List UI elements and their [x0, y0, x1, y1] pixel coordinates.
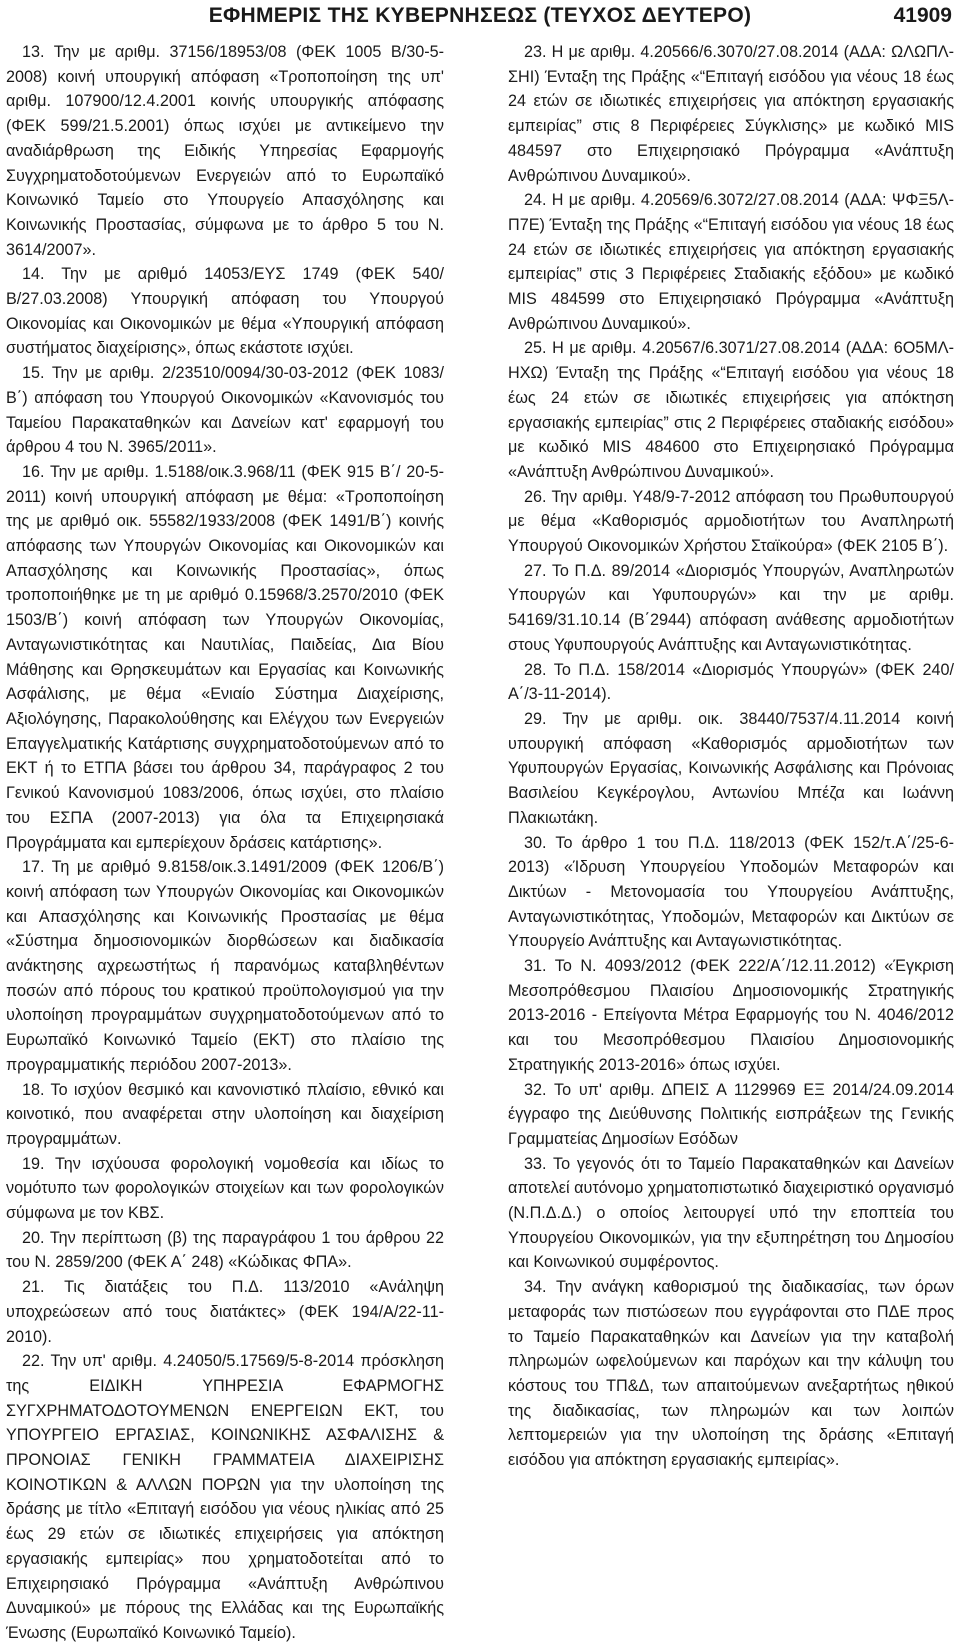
paragraph-21: 21. Τις διατάξεις του Π.Δ. 113/2010 «Ανάληψη υποχρεώσεων από τους διατάκτες» (ΦΕΚ 194/Α/22-11-2010). [6, 1278, 444, 1346]
paragraph-32: 32. Το υπ' αριθμ. ΔΠΕΙΣ Α 1129969 ΕΞ 2014/24.09.2014 έγγραφο της Διεύθυνσης Πολιτικής εισπράξεων της Γενικής Γραμματείας Δημοσίων Εσόδων [508, 1080, 954, 1148]
paragraph-14: 14. Την με αριθμό 14053/ΕΥΣ 1749 (ΦΕΚ 540/Β/27.03.2008) Υπουργική απόφαση του Υπουργού Οικονομίας και Οικονομικών με θέμα «Υπουργική απόφαση συστήματος διαχείρισης», όπως εκάστοτε ισχύει. [6, 265, 444, 358]
right-column [508, 40, 954, 1473]
paragraph-28: 28. Το Π.Δ. 158/2014 «Διορισμός Υπουργών» (ΦΕΚ 240/ Α΄/3-11-2014). [508, 660, 954, 704]
paragraph-19: 19. Την ισχύουσα φορολογική νομοθεσία και ιδίως το νομότυπο των φορολογικών στοιχείων και των φορολογικών σύμφωνα με τον ΚΒΣ. [6, 1154, 444, 1223]
paragraph-24: 24. Η με αριθμ. 4.20569/6.3072/27.08.2014 (ΑΔΑ: ΨΦΞ5Λ-Π7Ε) Ένταξη της Πράξης «“Επιταγή εισόδου για νέους 18 έως 24 ετών σε ιδιωτικές επιχειρήσεις για απόκτηση εργασιακής εμπειρίας” στις 3 Περιφέρειες Σταδιακής εξόδου» με κωδικό MIS 484599 στο Επιχειρησιακό Πρόγραμμα «Ανάπτυξη Ανθρώπινου Δυναμικού». [508, 191, 954, 333]
paragraph-13: 13. Την με αριθμ. 37156/18953/08 (ΦΕΚ 1005 Β/30-5-2008) κοινή υπουργική απόφαση «Τροποποίηση της υπ' αριθμ. 107900/12.4.2001 κοινής υπουργικής απόφασης (ΦΕΚ 599/21.5.2001) όπως ισχύει με αντικείμενο την αναδιάρθρωση της Ειδικής Υπηρεσίας Εφαρμογής Συγχρηματοδοτούμενων Ενεργειών από το Ευρωπαϊκό Κοινωνικό Ταμείο στο Υπουργείο Απασχόλησης και Κοινωνικής Προστασίας, σύμφωνα με το άρθρο 5 του Ν. 3614/2007». [6, 43, 444, 259]
paragraph-31: 31. Το Ν. 4093/2012 (ΦΕΚ 222/Α΄/12.11.2012) «Έγκριση Μεσοπρόθεσμου Πλαισίου Δημοσιονομικής Στρατηγικής 2013-2016 - Επείγοντα Μέτρα Εφαρμογής του Ν. 4046/2012 και του Μεσοπρόθεσμου Πλαισίου Δημοσιονομικής Στρατηγικής 2013-2016» όπως ισχύει. [508, 957, 954, 1074]
paragraph-29: 29. Την με αριθμ. οικ. 38440/7537/4.11.2014 κοινή υπουργική απόφαση «Καθορισμός αρμοδιοτήτων των Υφυπουργών Εργασίας, Κοινωνικής Ασφάλισης και Πρόνοιας Βασιλείου Κεγκέρογλου, Αντωνίου Μπέζα και Ιωάννη Πλακιωτάκη. [508, 709, 954, 827]
paragraph-26: 26. Την αριθμ. Υ48/9-7-2012 απόφαση του Πρωθυπουργού με θέμα «Καθορισμός αρμοδιοτήτων του Αναπληρωτή Υπουργού Οικονομικών Χρήστου Σταϊκούρα» (ΦΕΚ 2105 Β΄). [508, 487, 954, 556]
left-column [6, 40, 444, 1646]
paragraph-25: 25. Η με αριθμ. 4.20567/6.3071/27.08.2014 (ΑΔΑ: 6Ο5ΜΛ-ΗΧΩ) Ένταξη της Πράξης «“Επιταγή εισόδου για νέους 18 έως 24 ετών σε ιδιωτικές επιχειρήσεις για απόκτηση εργασιακής εμπειρίας” στις 2 Περιφέρειες σταδιακής εισόδου» με κωδικό MIS 484600 στο Επιχειρησιακό Πρόγραμμα «Ανάπτυξη Ανθρώπινου Δυναμικού». [508, 339, 954, 481]
paragraph-17: 17. Τη με αριθμό 9.8158/οικ.3.1491/2009 (ΦΕΚ 1206/Β΄) κοινή απόφαση των Υπουργών Οικονομίας και Οικονομικών και Απασχόλησης και Κοινωνικής Προστασίας με θέμα «Σύστημα δημοσιονομικών διορθώσεων και διαδικασία ανάκτησης αχρεωστήτως ή παρανόμως καταβληθέντων ποσών από πόρους του κρατικού προϋπολογισμού για την υλοποίηση προγραμμάτων συγχρηματοδοτούμενων από το Ευρωπαϊκό Κοινωνικό Ταμείο (ΕΚΤ) στο πλαίσιο της προγραμματικής περιόδου 2007-2013». [6, 858, 444, 1074]
paragraph-22: 22. Την υπ' αριθμ. 4.24050/5.17569/5-8-2014 πρόσκληση της ΕΙΔΙΚΗ ΥΠΗΡΕΣΙΑ ΕΦΑΡΜΟΓΗΣ ΣΥΓΧΡΗΜΑΤΟΔΟΤΟΥΜΕΝΩΝ ΕΝΕΡΓΕΙΩΝ ΕΚΤ, του ΥΠΟΥΡΓΕΙΟ ΕΡΓΑΣΙΑΣ, ΚΟΙΝΩΝΙΚΗΣ ΑΣΦΑΛΙΣΗΣ & ΠΡΟΝΟΙΑΣ ΓΕΝΙΚΗ ΓΡΑΜΜΑΤΕΙΑ ΔΙΑΧΕΙΡΙΣΗΣ ΚΟΙΝΟΤΙΚΩΝ & ΑΛΛΩΝ ΠΟΡΩΝ για την υλοποίηση της δράσης με τίτλο «Επιταγή εισόδου για νέους ηλικίας από 25 έως 29 ετών σε ιδιωτικές επιχειρήσεις για απόκτηση εργασιακής εμπειρίας» που χρηματοδοτείται από το Επιχειρησιακό Πρόγραμμα «Ανάπτυξη Ανθρώπινου Δυναμικού» με πόρους της Ελλάδας και της Ευρωπαϊκής Ένωσης (Ευρωπαϊκό Κοινωνικό Ταμείο). [6, 1352, 444, 1642]
paragraph-23: 23. Η με αριθμ. 4.20566/6.3070/27.08.2014 (ΑΔΑ: ΩΛΩΠΛ-ΣΗΙ) Ένταξη της Πράξης «“Επιταγή εισόδου για νέους 18 έως 24 ετών σε ιδιωτικές επιχειρήσεις για απόκτηση εργασιακής εμπειρίας” στις 8 Περιφέρειες Σύγκλισης» με κωδικό MIS 484597 στο Επιχειρησιακό Πρόγραμμα «Ανάπτυξη Ανθρώπινου Δυναμικού». [508, 43, 954, 185]
running-title: ΕΦΗΜΕΡΙΣ ΤΗΣ ΚΥΒΕΡΝΗΣΕΩΣ (ΤΕΥΧΟΣ ΔΕΥΤΕΡΟ) [208, 4, 752, 27]
paragraph-30: 30. Το άρθρο 1 του Π.Δ. 118/2013 (ΦΕΚ 152/τ.Α΄/25-6-2013) «Ίδρυση Υπουργείου Υποδομών Μεταφορών και Δικτύων - Μετονομασία του Υπουργείου Ανάπτυξης, Ανταγωνιστικότητας, Υποδομών, Μεταφορών και Δικτύων σε Υπουργείο Ανάπτυξης και Ανταγωνιστικότητας. [508, 833, 954, 951]
paragraph-15: 15. Την με αριθμ. 2/23510/0094/30-03-2012 (ΦΕΚ 1083/Β΄) απόφαση του Υπουργού Οικονομικών «Κανονισμός του Ταμείου Παρακαταθηκών και Δανείων κατ' εφαρμογή του άρθρου 4 του Ν. 3965/2011». [6, 364, 444, 457]
paragraph-34: 34. Την ανάγκη καθορισμού της διαδικασίας, των όρων μεταφοράς των πιστώσεων που εγγράφονται στο ΠΔΕ προς το Ταμείο Παρακαταθηκών και Δανείων για την καταβολή πληρωμών ωφελούμενων και παρόχων και την κάλυψη του κόστους του ΤΠ&Δ, των απαιτούμενων ανεξαρτήτως ηθικού της διαδικασίας, των πληρωμών και των λοιπών λεπτομερειών για την υλοποίηση της δράσης «Επιταγή εισόδου για απόκτηση εργασιακής εμπειρίας». [508, 1278, 954, 1470]
paragraph-33: 33. Το γεγονός ότι το Ταμείο Παρακαταθηκών και Δανείων αποτελεί αυτόνομο χρηματοπιστωτικό διαχειριστικό οργανισμό (Ν.Π.Δ.Δ.) ο οποίος λειτουργεί υπό την εποπτεία του Υπουργείου Οικονομικών, για την εξυπηρέτηση του Δημοσίου και Κοινωνικού συμφέροντος. [508, 1154, 954, 1272]
paragraph-27: 27. Το Π.Δ. 89/2014 «Διορισμός Υπουργών, Αναπληρωτών Υπουργών και Υφυπουργών» και την με αριθμ. 54169/31.10.14 (Β΄2944) απόφαση ανάθεσης αρμοδιοτήτων στους Υφυπουργούς Ανάπτυξης και Ανταγωνιστικότητας. [508, 561, 954, 654]
paragraph-18: 18. Το ισχύον θεσμικό και κανονιστικό πλαίσιο, εθνικό και κοινοτικό, που αναφέρεται στην υλοποίηση και διαχείριση προγραμμάτων. [6, 1080, 444, 1148]
page-number: 41909 [893, 4, 952, 27]
paragraph-16: 16. Την με αριθμ. 1.5188/οικ.3.968/11 (ΦΕΚ 915 Β΄/ 20-5-2011) κοινή υπουργική απόφαση με θέμα: «Τροποποίηση της με αριθμό οικ. 55582/1933/2008 (ΦΕΚ 1491/Β΄) κοινής απόφασης των Υπουργών Οικονομίας και Οικονομικών και Απασχόλησης και Κοινωνικής Προστασίας», όπως τροποποιήθηκε με τη με αριθμό 0.15968/3.2570/2010 (ΦΕΚ 1503/Β΄) κοινή απόφαση των Υπουργών Οικονομίας, Ανταγωνιστικότητας και Ναυτιλίας, Παιδείας, Δια Βίου Μάθησης και Θρησκευμάτων και Εργασίας και Κοινωνικής Ασφάλισης, με θέμα «Ενιαίο Σύστημα Διαχείρισης, Αξιολόγησης, Παρακολούθησης και Ελέγχου των Ενεργειών Επαγγελματικής Κατάρτισης συγχρηματοδοτούμενων από το ΕΚΤ ή το ΕΤΠΑ βάσει του άρθρου 34, παράγραφος 2 του Γενικού Κανονισμού 1083/2006, όπως ισχύει, στο πλαίσιο του ΕΣΠΑ (2007-2013) για όλα τα Επιχειρησιακά Προγράμματα και εμπερίεχουν δράσεις κατάρτισης». [6, 462, 444, 852]
page-header [0, 4, 960, 40]
paragraph-20: 20. Την περίπτωση (β) της παραγράφου 1 του άρθρου 22 του Ν. 2859/200 (ΦΕΚ Α΄ 248) «Κώδικας ΦΠΑ». [6, 1228, 444, 1272]
